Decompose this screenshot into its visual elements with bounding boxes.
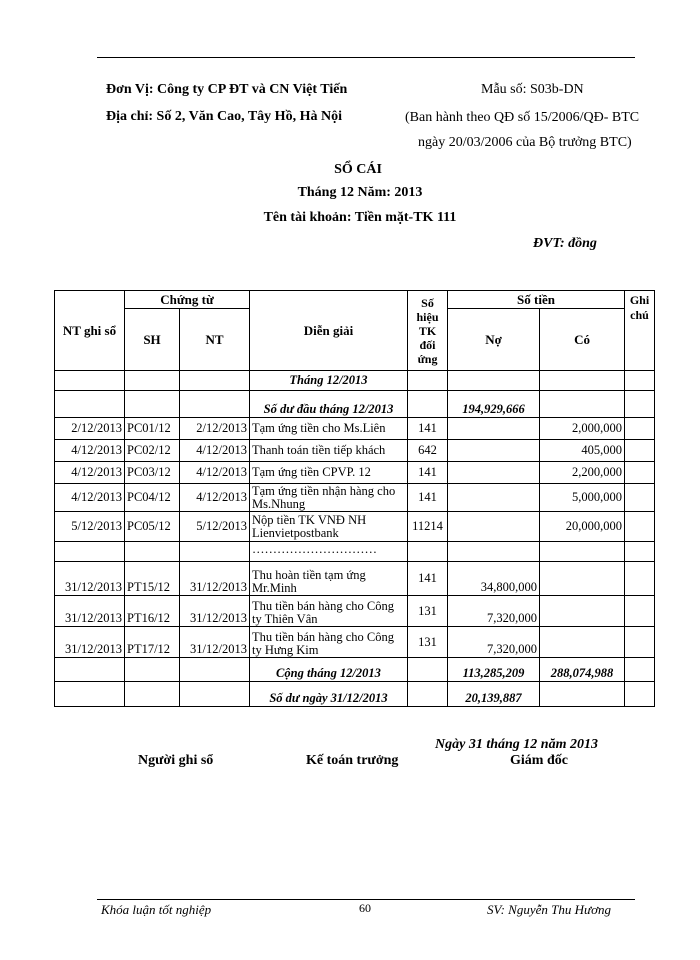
cell-acc: 642	[408, 440, 448, 462]
signature-chief-accountant: Kế toán trưởng	[306, 753, 399, 768]
issued-line-2: ngày 20/03/2006 của Bộ trưởng BTC)	[418, 135, 632, 150]
cell-desc: Thu hoàn tiền tạm ứng Mr.Minh	[250, 562, 408, 596]
table-row	[55, 596, 655, 627]
table-row	[55, 418, 655, 440]
col-ghi-chu: Ghi chú	[625, 291, 655, 371]
col-nt: NT	[180, 309, 250, 371]
table-row	[55, 462, 655, 484]
company-address: Địa chỉ: Số 2, Văn Cao, Tây Hồ, Hà Nội	[106, 109, 342, 124]
col-co: Có	[540, 309, 625, 371]
cell-nt: 31/12/2013	[180, 562, 250, 596]
cell-desc: Thanh toán tiền tiếp khách	[250, 440, 408, 462]
closing-balance-no: 20,139,887	[448, 682, 540, 707]
cell-acc: 131	[408, 596, 448, 627]
issued-line-1: (Ban hành theo QĐ số 15/2006/QĐ- BTC	[405, 110, 640, 125]
table-row	[55, 484, 655, 512]
cell-co: 405,000	[540, 440, 625, 462]
cell-nt: 5/12/2013	[180, 512, 250, 542]
signature-director: Giám đốc	[510, 753, 568, 768]
cell-co: 2,200,000	[540, 462, 625, 484]
col-dien-giai: Diễn giải	[250, 291, 408, 371]
cell-sh: PC05/12	[125, 512, 180, 542]
cell-co	[540, 562, 625, 596]
cell-nt: 2/12/2013	[180, 418, 250, 440]
cell-no	[448, 484, 540, 512]
ledger-title: SỔ CÁI	[334, 162, 382, 177]
cell-co: 2,000,000	[540, 418, 625, 440]
top-rule	[97, 57, 635, 58]
total-label: Cộng tháng 12/2013	[250, 658, 408, 682]
table-row	[55, 562, 655, 596]
footer-page-number: 60	[359, 901, 371, 915]
cell-acc: 141	[408, 484, 448, 512]
cell-date: 4/12/2013	[55, 462, 125, 484]
cell-nt: 4/12/2013	[180, 462, 250, 484]
signature-recorder: Người ghi sổ	[138, 753, 214, 768]
cell-no	[448, 462, 540, 484]
footer-rule	[97, 899, 635, 900]
company-unit: Đơn Vị: Công ty CP ĐT và CN Việt Tiến	[106, 82, 348, 97]
form-number: Mẫu số: S03b-DN	[481, 82, 584, 97]
currency-unit: ĐVT: đồng	[533, 236, 597, 251]
signature-date: Ngày 31 tháng 12 năm 2013	[435, 737, 598, 752]
account-name: Tên tài khoản: Tiền mặt-TK 111	[263, 210, 457, 225]
cell-nt: 31/12/2013	[180, 627, 250, 658]
cell-date: 31/12/2013	[55, 596, 125, 627]
cell-no	[448, 418, 540, 440]
cell-no	[448, 440, 540, 462]
cell-sh: PC03/12	[125, 462, 180, 484]
month-label: Tháng 12/2013	[250, 371, 408, 391]
table-row	[55, 542, 655, 562]
cell-acc: 141	[408, 562, 448, 596]
table-row	[55, 440, 655, 462]
cell-desc: Tạm ứng tiền nhận hàng cho Ms.Nhung	[250, 484, 408, 512]
total-co: 288,074,988	[540, 658, 625, 682]
table-row	[55, 391, 655, 418]
cell-date: 31/12/2013	[55, 562, 125, 596]
ellipsis-row: …………………………	[250, 542, 408, 562]
cell-date: 2/12/2013	[55, 418, 125, 440]
col-so-hieu: Số hiệu TK đối ứng	[408, 291, 448, 371]
col-nt-ghi-so: NT ghi sổ	[55, 291, 125, 371]
cell-date: 4/12/2013	[55, 484, 125, 512]
ledger-table	[54, 290, 655, 707]
cell-co	[540, 627, 625, 658]
cell-acc: 141	[408, 462, 448, 484]
cell-desc: Nộp tiền TK VNĐ NH Lienvietpostbank	[250, 512, 408, 542]
cell-acc: 141	[408, 418, 448, 440]
cell-co: 20,000,000	[540, 512, 625, 542]
opening-balance-no: 194,929,666	[448, 391, 540, 418]
cell-sh: PC02/12	[125, 440, 180, 462]
table-row	[55, 371, 655, 391]
opening-balance-label: Số dư đầu tháng 12/2013	[250, 391, 408, 418]
cell-date: 5/12/2013	[55, 512, 125, 542]
col-chung-tu: Chứng từ	[125, 291, 250, 309]
cell-sh: PT15/12	[125, 562, 180, 596]
col-so-tien: Số tiền	[448, 291, 625, 309]
cell-nt: 4/12/2013	[180, 484, 250, 512]
footer-right: SV: Nguyễn Thu Hương	[487, 902, 612, 917]
cell-sh: PT16/12	[125, 596, 180, 627]
cell-no: 7,320,000	[448, 627, 540, 658]
cell-co	[540, 596, 625, 627]
footer-left: Khóa luận tốt nghiệp	[101, 902, 212, 917]
cell-no: 34,800,000	[448, 562, 540, 596]
table-row	[55, 682, 655, 707]
cell-desc: Thu tiền bán hàng cho Công ty Thiên Vân	[250, 596, 408, 627]
cell-desc: Tạm ứng tiền cho Ms.Liên	[250, 418, 408, 440]
cell-desc: Thu tiền bán hàng cho Công ty Hưng Kim	[250, 627, 408, 658]
cell-nt: 4/12/2013	[180, 440, 250, 462]
cell-sh: PC01/12	[125, 418, 180, 440]
table-row	[55, 658, 655, 682]
table-row	[55, 627, 655, 658]
cell-date: 31/12/2013	[55, 627, 125, 658]
ledger-period: Tháng 12 Năm: 2013	[297, 185, 423, 200]
cell-no: 7,320,000	[448, 596, 540, 627]
closing-balance-label: Số dư ngày 31/12/2013	[250, 682, 408, 707]
cell-desc: Tạm ứng tiền CPVP. 12	[250, 462, 408, 484]
cell-sh: PC04/12	[125, 484, 180, 512]
total-no: 113,285,209	[448, 658, 540, 682]
cell-co: 5,000,000	[540, 484, 625, 512]
cell-date: 4/12/2013	[55, 440, 125, 462]
col-no: Nợ	[448, 309, 540, 371]
cell-nt: 31/12/2013	[180, 596, 250, 627]
cell-no	[448, 512, 540, 542]
cell-sh: PT17/12	[125, 627, 180, 658]
col-sh: SH	[125, 309, 180, 371]
cell-acc: 11214	[408, 512, 448, 542]
table-row	[55, 512, 655, 542]
cell-acc: 131	[408, 627, 448, 658]
